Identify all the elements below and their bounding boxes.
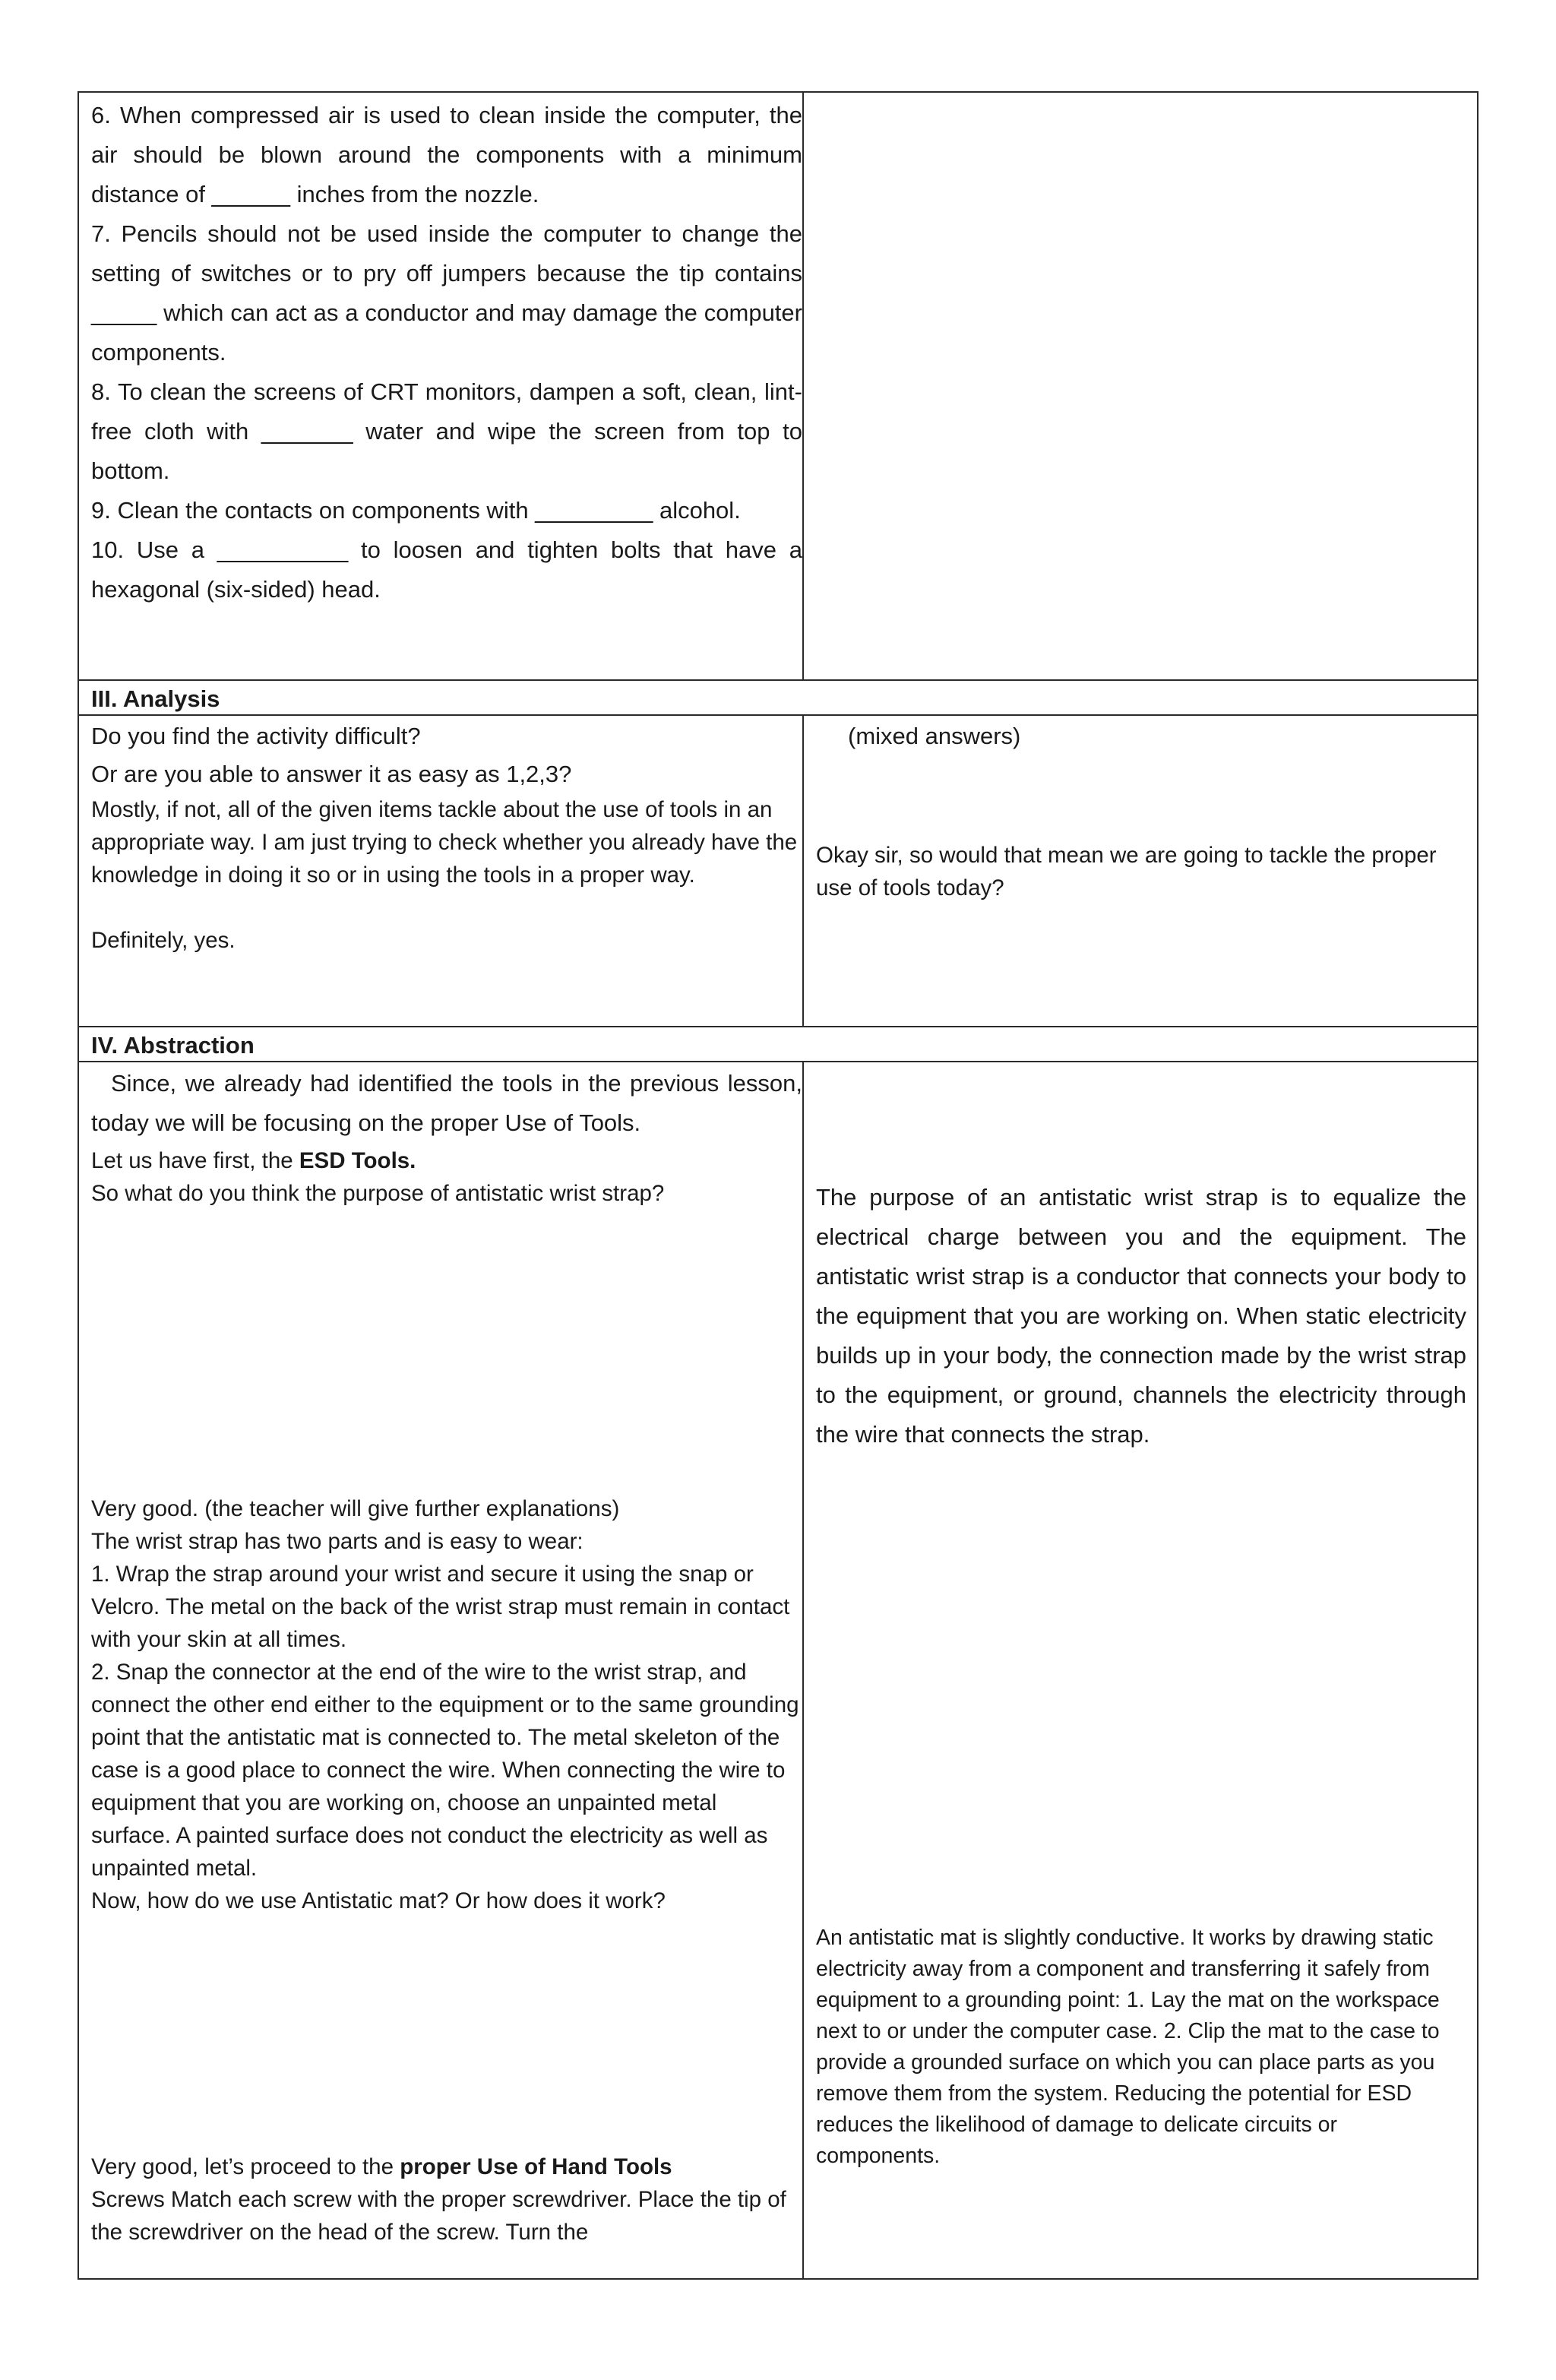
very-good-line: Very good. (the teacher will give further explanations) [91,1496,620,1521]
item-8: 8. To clean the screens of CRT monitors, dampen a soft, clean, lint-free cloth with _______ water and wipe the screen from top to bottom. [91,378,802,484]
abstraction-student-cell [816,1064,1469,2277]
column-divider [802,1061,804,2280]
analysis-definitely: Definitely, yes. [91,928,236,953]
screws-text: Screws Match each screw with the proper screwdriver. Place the tip of the screwdriver on the head of the screw. Turn the [91,2187,786,2245]
student-mixed-answers: (mixed answers) [848,723,1021,749]
analysis-teacher-cell [91,717,802,1024]
step-1: 1. Wrap the strap around your wrist and secure it using the snap or Velcro. The metal on the back of the wrist strap must remain in contact with your skin at all times. [91,1562,790,1652]
lesson-table [77,91,1479,2280]
row-divider [79,1061,1477,1062]
row-divider [79,1026,1477,1027]
abstraction-intro: Since, we already had identified the tools in the previous lesson, today we will be focusing on the proper Use of Tools. [91,1070,802,1136]
question-antistatic-mat: Now, how do we use Antistatic mat? Or how does it work? [91,1888,666,1913]
analysis-explanation: Mostly, if not, all of the given items tackle about the use of tools in an appropriate way. I am just trying to check whether you already have the knowledge in doing it so or in using the tools in a proper way. [91,797,798,888]
analysis-header: III. Analysis [91,685,220,712]
column-divider [802,93,804,679]
item-10: 10. Use a __________ to loosen and tighten bolts that have a hexagonal (six-sided) head. [91,536,802,603]
analysis-question-2: Or are you able to answer it as easy as 1,2,3? [91,761,572,787]
item-9: 9. Clean the contacts on components with _________ alcohol. [91,497,741,524]
esd-tools-bold: ESD Tools. [299,1148,416,1173]
answer-antistatic-mat: An antistatic mat is slightly conductive. It works by drawing static electricity away from a component and transferring it safely from equipment to a grounding point: 1. Lay the mat on the workspace next to or under the computer case. 2. Clip the mat to the case to provide a grounded surface on which you can place parts as you remove them from the system. Reducing the potential for ESD reduces the likelihood of damage to delicate circuits or components. [816,1926,1440,2168]
analysis-question-1: Do you find the activity difficult? [91,723,421,749]
hand-tools-bold: proper Use of Hand Tools [400,2154,672,2179]
esd-tools-line: Let us have first, the ESD Tools. [91,1148,416,1173]
column-divider [802,714,804,1026]
abstraction-teacher-cell [91,1064,802,2277]
abstraction-header: IV. Abstraction [91,1032,255,1059]
row-divider [79,679,1477,681]
item-7: 7. Pencils should not be used inside the computer to change the setting of switches or to pry off jumpers because the tip contains _____ which can act as a conductor and may damage the computer components. [91,220,802,366]
answer-wrist-strap: The purpose of an antistatic wrist strap is to equalize the electrical charge between you and the equipment. The antistatic wrist strap is a conductor that connects your body to the equipment that you are working on. When static electricity builds up in your body, the connection made by the wrist strap to the equipment, or ground, channels the electricity through the wire that connects the strap. [816,1184,1466,1448]
item-6: 6. When compressed air is used to clean inside the computer, the air should be blown around the components with a minimum distance of ______ inches from the nozzle. [91,102,802,207]
row-divider [79,714,1477,716]
two-parts-line: The wrist strap has two parts and is easy to wear: [91,1529,584,1554]
question-wrist-strap: So what do you think the purpose of antistatic wrist strap? [91,1181,665,1206]
items-cell [91,96,802,681]
proceed-line: Very good, let’s proceed to the proper Use of Hand Tools [91,2154,672,2179]
step-2: 2. Snap the connector at the end of the wire to the wrist strap, and connect the other end either to the equipment or to the same grounding point that the antistatic mat is connected to. The metal skeleton of the case is a good place to connect the wire. When connecting the wire to equipment that you are working on, choose an unpainted metal surface. A painted surface does not conduct the electricity as well as unpainted metal. [91,1660,799,1881]
student-question: Okay sir, so would that mean we are going to tackle the proper use of tools today? [816,843,1437,900]
analysis-student-cell [816,717,1469,1024]
